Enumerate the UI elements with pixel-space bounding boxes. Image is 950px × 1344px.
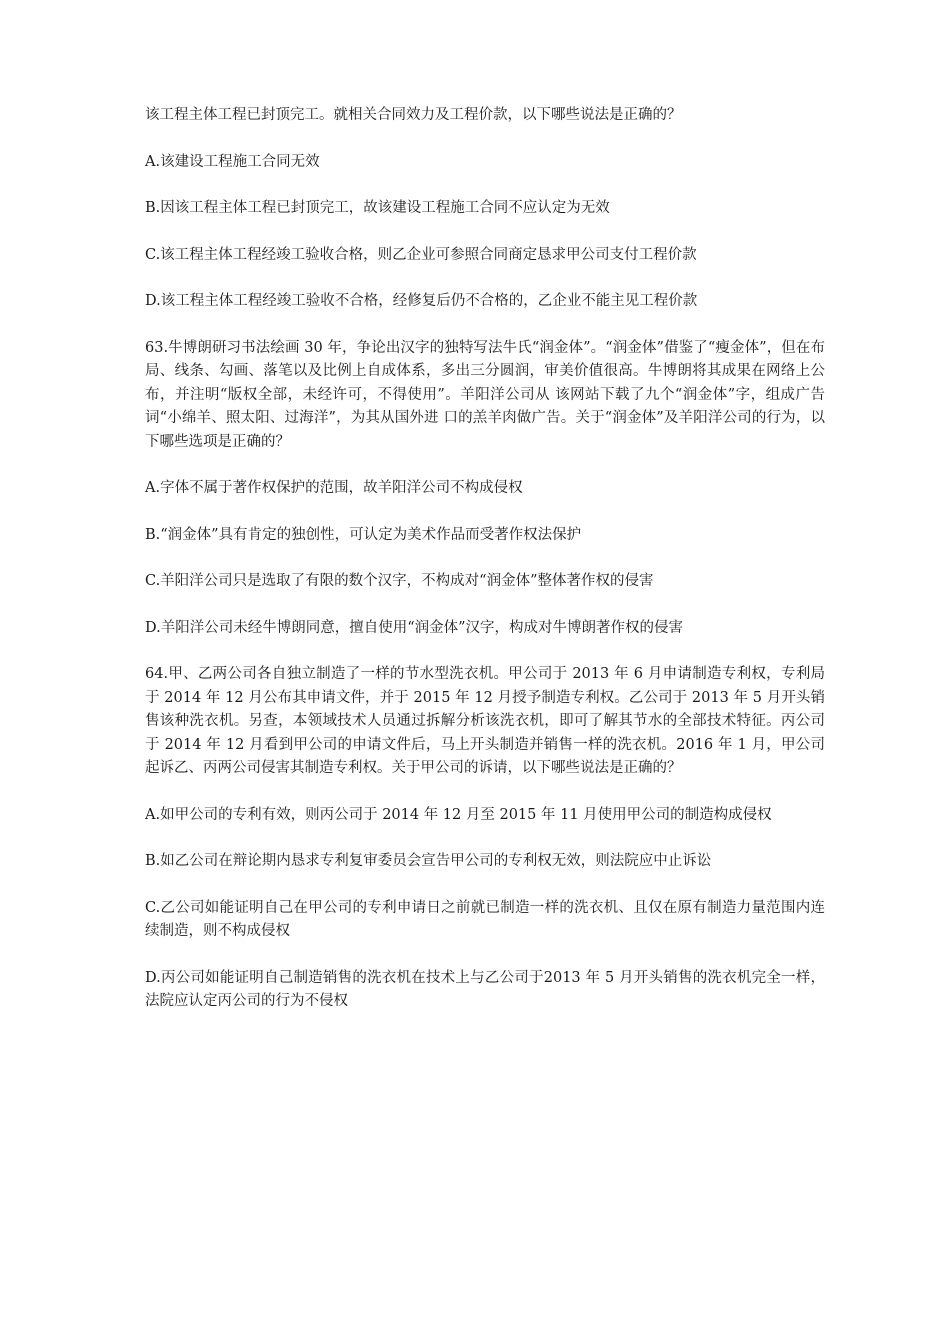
question-64-option-c: C.乙公司如能证明自己在甲公司的专利申请日之前就已制造一样的洗衣机、且仅在原有制造力量范围内连续制造，则不构成侵权 [145, 899, 825, 939]
question-63-option-a: A.字体不属于著作权保护的范围，故羊阳洋公司不构成侵权 [145, 480, 523, 496]
question-64-option-b: B.如乙公司在辩论期内恳求专利复审委员会宣告甲公司的专利权无效，则法院应中止诉讼 [145, 853, 712, 869]
question-64-option-a: A.如甲公司的专利有效，则丙公司于 2014 年 12 月至 2015 年 11 月使用甲公司的制造构成侵权 [145, 806, 772, 823]
question-63-option-d: D.羊阳洋公司未经牛博朗同意，擅自使用“润金体”汉字，构成对牛博朗著作权的侵害 [145, 619, 684, 636]
question-63-option-c: C.羊阳洋公司只是选取了有限的数个汉字，不构成对“润金体”整体著作权的侵害 [145, 573, 654, 589]
question-62-option-a: A.该建设工程施工合同无效 [145, 153, 320, 170]
question-62-option-b: B.因该工程主体工程已封顶完工，故该建设工程施工合同不应认定为无效 [145, 200, 610, 216]
document-page [145, 104, 825, 1037]
question-62-option-d: D.该工程主体工程经竣工验收不合格，经修复后仍不合格的，乙企业不能主见工程价款 [145, 293, 698, 309]
question-62-intro: 该工程主体工程已封顶完工。就相关合同效力及工程价款，以下哪些说法是正确的？ [145, 107, 682, 123]
question-63-option-b: B.“润金体”具有肯定的独创性，可认定为美术作品而受著作权法保护 [145, 526, 582, 543]
question-62-option-c: C.该工程主体工程经竣工验收合格，则乙企业可参照合同商定恳求甲公司支付工程价款 [145, 246, 697, 263]
question-64-stem: 64.甲、乙两公司各自独立制造了一样的节水型洗衣机。甲公司于 2013 年 6 月申请制造专利权，专利局于 2014 年 12 月公布其申请文件，并于 2015 年 12 月授予制造专利权。乙公司于 2013 年 5 月开头销售该种洗衣机。另查，本领域技术人员通过拆解分析该洗衣机，即可了解其节水的全部技术特征。丙公司于 2014 年 12 月看到甲公司的申请文件后，马上开头制造并销售一样的洗衣机。2016 年 1 月，甲公司起诉乙、丙两公司侵害其制造专利权。关于甲公司的诉请，以下哪些说法是正确的？ [145, 666, 825, 776]
question-64-option-d: D.丙公司如能证明自己制造销售的洗衣机在技术上与乙公司于2013 年 5 月开头销售的洗衣机完全一样，法院应认定丙公司的行为不侵权 [145, 969, 825, 1009]
question-63-stem: 63.牛博朗研习书法绘画 30 年，争论出汉字的独特写法牛氏“润金体”。“润金体”借鉴了“瘦金体”，但在布局、线条、勾画、落笔以及比例上自成体系，多出三分圆润，审美价值很高。牛博朗将其成果在网络上公布，并注明“版权全部，未经许可，不得使用”。羊阳洋公司从 该网站下载了九个“润金体”字，组成广告词“小绵羊、照太阳、过海洋”，为其从国外进 口的羔羊肉做广告。关于“润金体”及羊阳洋公司的行为，以下哪些选项是正确的？ [145, 339, 825, 450]
